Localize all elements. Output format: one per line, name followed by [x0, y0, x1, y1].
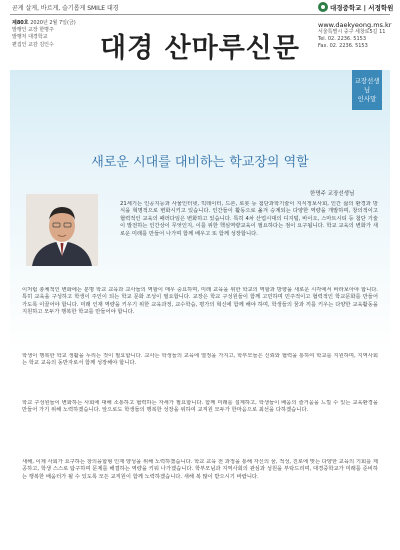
category-line-2: 인사말	[357, 94, 377, 103]
issue-date: 2020년 2월 7일(금)	[30, 20, 76, 26]
editor-in-chief: 편집인 교감 김인수	[12, 41, 54, 48]
address: 서울특별시 중구 세창로5길 11	[318, 29, 386, 35]
fax: Fax. 02. 2236. 5153	[318, 43, 368, 49]
article-panel	[10, 70, 390, 542]
article-paragraph: 학교 구성원들이 변화하는 사회에 대해 소통하고 협력하는 자세가 필요합니다. 함께 미래를 설계하고, 학생들이 배움의 즐거움을 느낄 수 있는 교육환경을 만들어 가기 위해 노력하겠습니다. 앞으로도 학생들의 행복한 성장을 위하여 교직원 모두가 한마음으로 최선을 다하겠습니다.	[22, 400, 378, 414]
article-headline: 새로운 시대를 대비하는 학교장의 역할	[91, 155, 309, 170]
school-name: 대경중학교 | 서정학원	[330, 4, 394, 12]
publisher: 발행인 교장 한명주	[12, 27, 54, 34]
website-link[interactable]: www.daekyeong.ms.kr	[318, 21, 392, 29]
newspaper-title: 대경 산마루신문	[100, 33, 300, 64]
top-bar	[0, 0, 400, 14]
issue-number: 제80호	[12, 20, 29, 26]
article-paragraph: 21세기는 인공지능과 사물인터넷, 빅데이터, 드론, 로봇 등 첨단과학기술이 지식정보사회, 인간 삶의 환경과 방식을 혁명적으로 변화시키고 있습니다. 인간들이 활동으로 옮겨 승계되는 다양한 역량을 개발하며, 창의적이고 협력적인 교육의 패러다임은 변화하고 있습니다. 특히 4차 산업시대의 디지털, 바이오, 스마트시티 등 첨단 기술이 발전하는 인간상이 무엇인지, 이를 위한 핵심역량교육이 필요하다는 점이 요구됩니다. 학교 교육의 변화가 새로운 미래를 만들어 나가며 함께 배우고 또 함께 성장합니다.	[120, 201, 378, 237]
contact-info	[318, 22, 391, 50]
article-paragraph: 새해, 이제 사회가 요구하는 창의융합형 인재 양성을 위해 노력하겠습니다. 학교 교육 전 과정을 통해 자신의 꿈, 적성, 진로에 맞는 다양한 교육의 기회를 제공하고, 학생 스스로 탐구하며 문제를 해결하는 역량을 키워 나가겠습니다. 학부모님과 지역사회의 관심과 성원을 부탁드리며, 대경중학교가 미래를 준비하는 행복한 배움터가 될 수 있도록 모든 교직원이 함께 노력하겠습니다. 새해 복 많이 받으시기 바랍니다.	[22, 459, 378, 480]
editor: 발행처 대경학교	[12, 34, 48, 41]
category-tag	[352, 70, 382, 110]
article-byline: 한명주 교장선생님	[310, 191, 355, 197]
article-paragraph: 학생이 행복한 학교 생활을 누리는 것이 필요합니다. 교사는 학생들의 교육에 열정을 가지고, 학부모들은 신뢰와 협력을 통하여 학교를 지원하며, 지역사회는 학교 교육의 동반자로서 함께 성장해야 합니다.	[22, 353, 378, 367]
issue-info	[12, 20, 76, 49]
top-divider	[10, 14, 390, 15]
school-slogan: 곧게 살게, 바르게, 슬기롭게 SMILE 대경	[12, 5, 119, 12]
article-paragraph: 이처럼 총체적인 변화에는 분명 학교 교육과 교사들의 역할이 매우 중요하며, 미래 교육을 위한 학교의 역할과 방향을 새로운 시각에서 바라보아야 합니다. 특히 교육을 구성하고 학생이 주인이 되는 학교 문화 조성이 필요합니다. 교장은 학교 구성원들이 함께 고민하며 민주적이고 협력적인 학교문화를 만들어 가도록 이끌어야 합니다. 미래 인재 역량을 키우기 위한 교육과정, 교수학습, 평가의 혁신에 함께 해야 하며, 학생들의 꿈과 끼를 키우는 다양한 교육활동을 지원하고 모두가 행복한 학교를 만들어야 합니다.	[22, 287, 378, 316]
telephone: Tel. 02. 2236. 5153	[318, 36, 367, 42]
school-logo-icon	[318, 2, 328, 12]
category-line-1: 교장선생님	[354, 76, 380, 94]
masthead	[0, 16, 400, 74]
principal-portrait	[26, 194, 98, 266]
